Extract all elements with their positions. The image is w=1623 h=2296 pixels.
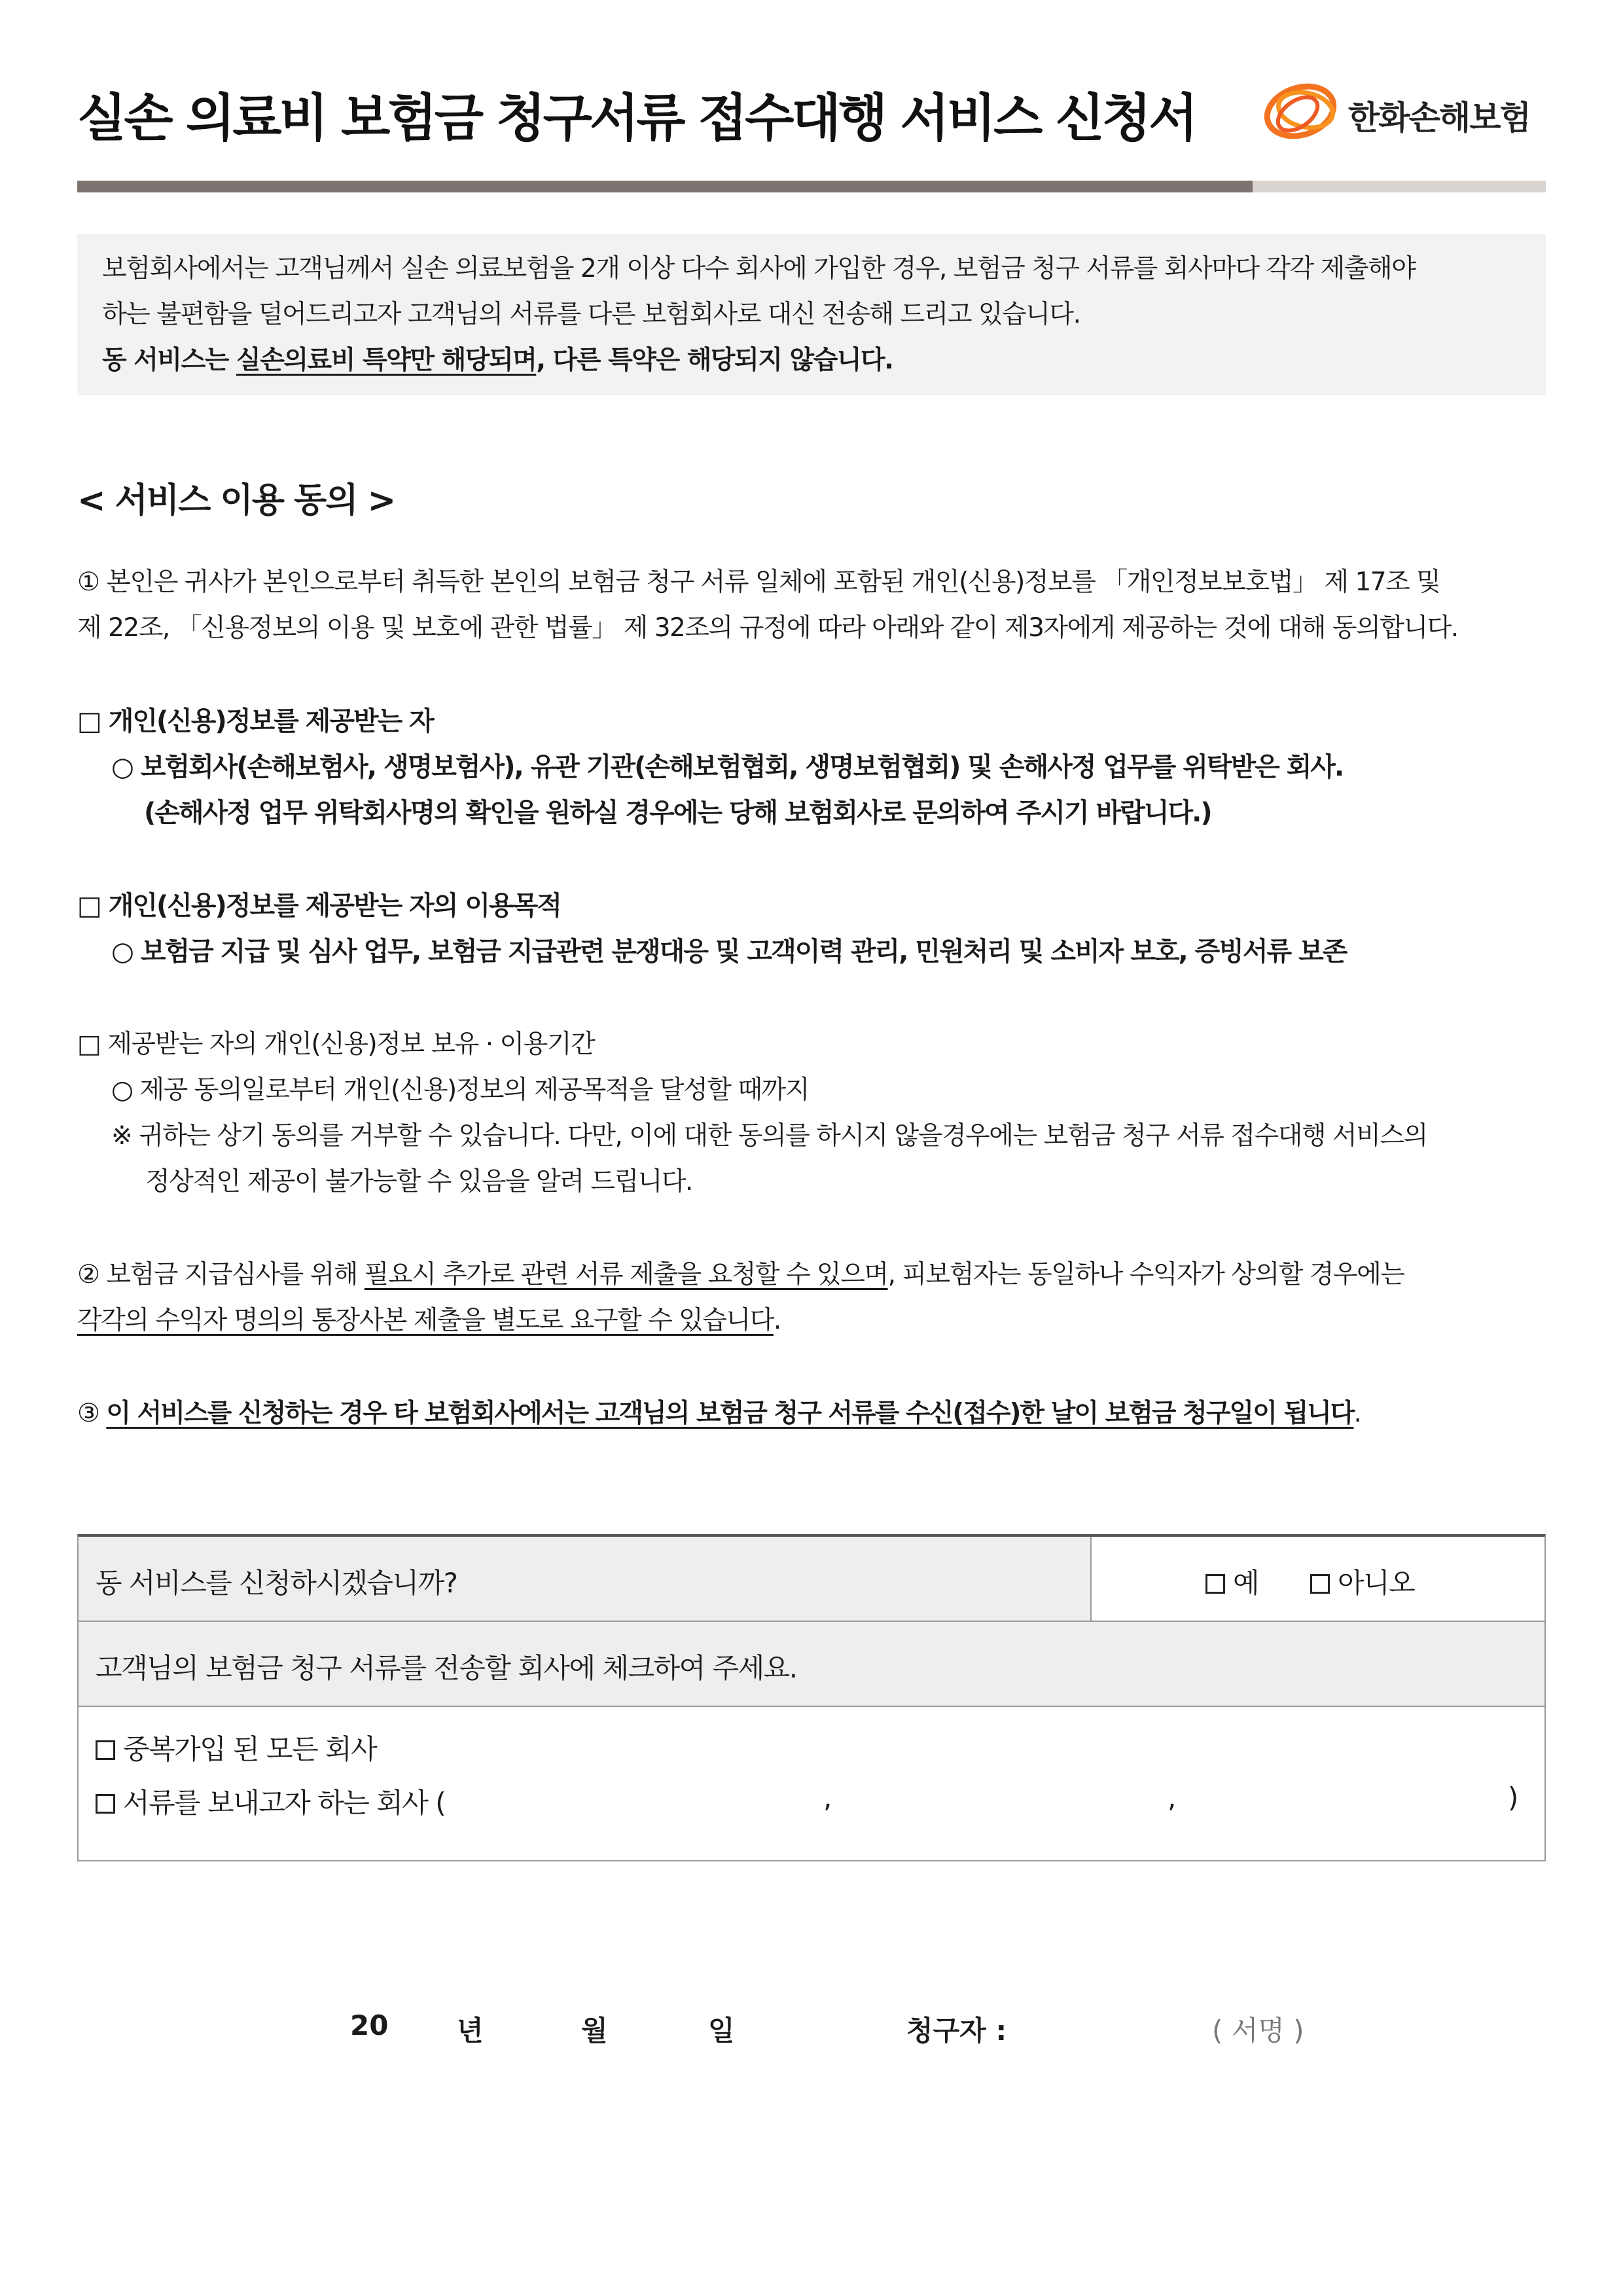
no-option[interactable]: 아니오 [1310, 1562, 1414, 1601]
claim-review-paragraph: ② 보험금 지급심사를 위해 필요시 추가로 관련 서류 제출을 요청할 수 있으며, 피보험자는 동일하나 수익자가 상의할 경우에는 [77, 1260, 1404, 1289]
consent-paragraph: ① 본인은 귀사가 본인으로부터 취득한 본인의 보험금 청구 서류 일체에 포함된 개인(신용)정보를 「개인정보보호법」 제 17조 및 [77, 567, 1440, 597]
all-companies-option[interactable]: 중복가입 된 모든 회사 [96, 1728, 376, 1767]
purpose-item: ○ 보험금 지급 및 심사 업무, 보험금 지급관련 분쟁대응 및 고객이력 관리, 민원처리 및 소비자 보호, 증빙서류 보존 [111, 937, 1347, 967]
hanwha-logo-icon [1260, 72, 1345, 151]
yes-checkbox[interactable] [1205, 1574, 1225, 1594]
purpose-heading: □ 개인(신용)정보를 제공받는 자의 이용목적 [77, 891, 561, 921]
no-checkbox[interactable] [1310, 1574, 1330, 1594]
page-title: 실손 의료비 보험금 청구서류 접수대행 서비스 신청서 [77, 89, 1196, 148]
all-companies-checkbox[interactable] [96, 1740, 115, 1760]
logo-text: 한화손해보험 [1348, 99, 1530, 137]
notice-line: 하는 불편함을 덜어드리고자 고객님의 서류를 다른 보험회사로 대신 전송해 드리고 있습니다. [102, 300, 1080, 329]
recipient-item-note: (손해사정 업무 위탁회사명의 확인을 원하실 경우에는 당해 보험회사로 문의하여 주시기 바랍니다.) [144, 798, 1211, 828]
section-heading: < 서비스 이용 동의 > [77, 481, 395, 520]
year-label: 년 [457, 2015, 484, 2047]
claimant-label: 청구자 : [906, 2015, 1007, 2047]
application-table [77, 1534, 1546, 1861]
instruction-text: 고객님의 보험금 청구 서류를 전송할 회사에 체크하여 주세요. [96, 1652, 797, 1684]
year-prefix: 20 [350, 2009, 389, 2041]
period-item: ○ 제공 동의일로부터 개인(신용)정보의 제공목적을 달성할 때까지 [111, 1075, 809, 1105]
claim-date-paragraph: ③ 이 서비스를 신청하는 경우 타 보험회사에서는 고객님의 보험금 청구 서류를 수신(접수)한 날이 보험금 청구일이 됩니다. [77, 1399, 1361, 1428]
recipient-item: ○ 보험회사(손해보험사, 생명보험사), 유관 기관(손해보험협회, 생명보험협회) 및 손해사정 업무를 위탁받은 회사. [111, 752, 1344, 782]
month-label: 월 [581, 2015, 608, 2047]
signature-field[interactable]: ( 서명 ) [1212, 2015, 1304, 2047]
consent-paragraph: 제 22조, 「신용정보의 이용 및 보호에 관한 법률」 제 32조의 규정에 따라 아래와 같이 제3자에게 제공하는 것에 대해 동의합니다. [77, 613, 1458, 643]
notice-line: 동 서비스는 실손의료비 특약만 해당되며, 다른 특약은 해당되지 않습니다. [102, 346, 893, 375]
yes-option[interactable]: 예 [1205, 1562, 1258, 1601]
header-divider-accent [1253, 181, 1546, 192]
claim-review-paragraph: 각각의 수익자 명의의 통장사본 제출을 별도로 요구할 수 있습니다. [77, 1306, 781, 1335]
apply-question-row [79, 1537, 1544, 1622]
day-label: 일 [708, 2015, 735, 2047]
apply-question-cell [79, 1537, 1092, 1621]
refusal-note: 정상적인 제공이 불가능할 수 있음을 알려 드립니다. [145, 1167, 692, 1196]
company-list-close: ) [1508, 1782, 1518, 1814]
company-logo [1260, 72, 1541, 151]
apply-question: 동 서비스를 신청하시겠습니까? [96, 1567, 457, 1599]
company-separator: , [823, 1782, 831, 1814]
company-separator: , [1168, 1782, 1175, 1814]
period-heading: □ 제공받는 자의 개인(신용)정보 보유 · 이용기간 [77, 1030, 595, 1059]
instruction-row [79, 1622, 1544, 1707]
selected-companies-checkbox[interactable] [96, 1794, 115, 1814]
header-divider [77, 181, 1253, 192]
selected-companies-option[interactable]: 서류를 보내고자 하는 회사 ( [96, 1782, 445, 1821]
refusal-note: ※ 귀하는 상기 동의를 거부할 수 있습니다. 다만, 이에 대한 동의를 하시지 않을경우에는 보험금 청구 서류 접수대행 서비스의 [111, 1121, 1427, 1151]
notice-box [77, 234, 1546, 395]
recipient-heading: □ 개인(신용)정보를 제공받는 자 [77, 706, 433, 736]
notice-line: 보험회사에서는 고객님께서 실손 의료보험을 2개 이상 다수 회사에 가입한 경우, 보험금 청구 서류를 회사마다 각각 제출해야 [102, 254, 1416, 283]
